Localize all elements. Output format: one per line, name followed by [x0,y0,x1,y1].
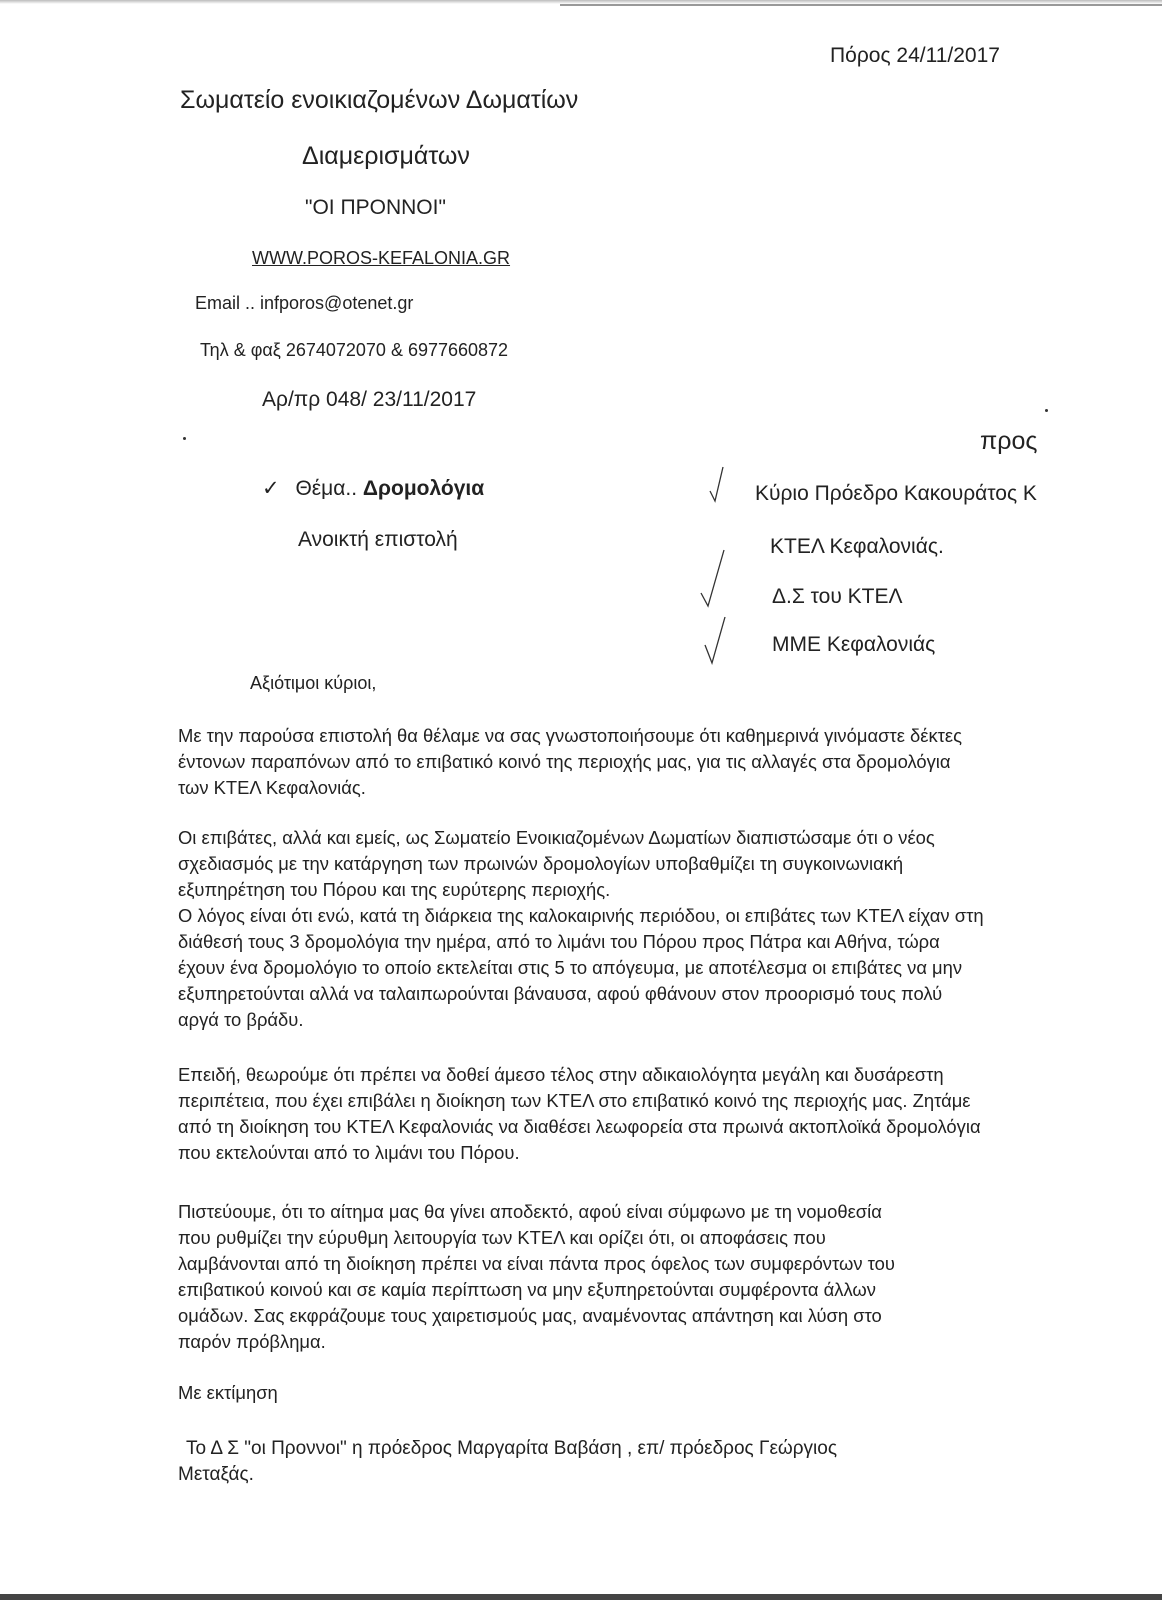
letter-type: Ανοικτή επιστολή [298,528,458,551]
recipients-heading: προς [980,427,1038,455]
paragraph-line: εξυπηρέτηση του Πόρου και της ευρύτερης περιοχής. [178,879,611,900]
paragraph-line: Ο λόγος είναι ότι ενώ, κατά τη διάρκεια της καλοκαιρινής περιόδου, οι επιβάτες των ΚΤΕΛ είχαν στη [178,905,984,926]
scan-edge-bottom [0,1594,1162,1600]
paragraph-line: λαμβάνονται από τη διοίκηση πρέπει να είναι πάντα προς όφελος των συμφερόντων του [178,1253,895,1274]
paragraph-2 [178,825,1078,1033]
paragraph-line: επιβατικού κοινού και σε καμία περίπτωση να μην εξυπηρετούνται συμφέροντα άλλων [178,1279,876,1300]
closing: Με εκτίμηση [178,1382,278,1403]
signature-block [178,1436,1078,1488]
paragraph-line: που εκτελούνται από το λιμάνι του Πόρου. [178,1142,520,1163]
recipient-media: ΜΜΕ Κεφαλονιάς [772,633,936,656]
check-mark-icon [703,615,727,665]
paragraph-line: Επειδή, θεωρούμε ότι πρέπει να δοθεί άμεσο τέλος στην αδικαιολόγητα μεγάλη και δυσάρεστη [178,1064,944,1085]
paragraph-line: εξυπηρετούνται αλλά να ταλαιπωρούνται βάναυσα, αφού φθάνουν στον προορισμό τους πολύ [178,983,943,1004]
paragraph-line: παρόν πρόβλημα. [178,1331,326,1352]
paragraph-line: διάθεσή τους 3 δρομολόγια την ημέρα, από το λιμάνι του Πόρου προς Πάτρα και Αθήνα, τώρα [178,931,940,952]
recipient-ktel: ΚΤΕΛ Κεφαλονιάς. [770,535,944,558]
signature-line: Μεταξάς. [178,1464,254,1485]
check-mark-icon: ✓ [262,477,280,500]
greeting: Αξιότιμοι κύριοι, [250,673,377,693]
org-name-line2: Διαμερισμάτων [302,142,470,170]
org-name-line3: "ΟΙ ΠΡΟΝΝΟΙ" [305,196,446,219]
stray-dot [1045,409,1048,412]
subject-label: Θέμα.. [295,477,363,500]
paragraph-line: ομάδων. Σας εκφράζουμε τους χαιρετισμούς μας, αναμένοντας απάντηση και λύση στο [178,1305,882,1326]
paragraph-4 [178,1199,1078,1355]
paragraph-1 [178,723,1078,801]
recipient-president: Κύριο Πρόεδρο Κακουράτος Κ [755,482,1037,505]
paragraph-line: Οι επιβάτες, αλλά και εμείς, ως Σωματείο Ενοικιαζομένων Δωματίων διαπιστώσαμε ότι ο νέος [178,827,935,848]
check-mark-icon [708,465,726,503]
paragraph-line: αργά το βράδυ. [178,1009,304,1030]
paragraph-line: από τη διοίκηση του ΚΤΕΛ Κεφαλονιάς να διαθέσει λεωφορεία στα πρωινά ακτοπλοϊκά δρομολόγια [178,1116,981,1137]
phone-line: Τηλ & φαξ 2674072070 & 6977660872 [200,340,509,360]
paragraph-line: των ΚΤΕΛ Κεφαλονιάς. [178,777,366,798]
scan-edge-top-line [560,4,1162,6]
subject-value: Δρομολόγια [362,477,485,500]
email-line: Email .. infporos@otenet.gr [195,293,414,313]
stray-dot [183,437,186,440]
check-mark-icon [698,548,728,608]
paragraph-line: Με την παρούσα επιστολή θα θέλαμε να σας γνωστοποιήσουμε ότι καθημερινά γινόμαστε δέκτες [178,725,962,746]
paragraph-line: έντονων παραπόνων από το επιβατικό κοινό της περιοχής μας, για τις αλλαγές στα δρομολόγια [178,751,951,772]
paragraph-line: έχουν ένα δρομολόγιο το οποίο εκτελείται στις 5 το απόγευμα, με αποτέλεσμα οι επιβάτες να μην [178,957,963,978]
paragraph-line: Πιστεύουμε, ότι το αίτημα μας θα γίνει αποδεκτό, αφού είναι σύμφωνο με τη νομοθεσία [178,1201,882,1222]
website-link[interactable]: WWW.POROS-KEFALONIA.GR [252,248,511,268]
paragraph-line: περιπέτεια, που έχει επιβάλει η διοίκηση των ΚΤΕΛ στο επιβατικό κοινό της περιοχής μας. Ζητάμε [178,1090,971,1111]
org-name-line1: Σωματείο ενοικιαζομένων Δωματίων [180,86,579,114]
recipient-board: Δ.Σ του ΚΤΕΛ [772,585,903,608]
signature-line: Το Δ Σ "οι Προννοι" η πρόεδρος Μαργαρίτα Βαβάση , επ/ πρόεδρος Γεώργιος [186,1438,838,1459]
reference-number: Αρ/πρ 048/ 23/11/2017 [262,388,477,411]
place-date: Πόρος 24/11/2017 [830,44,1000,67]
subject-line [262,476,484,501]
paragraph-3 [178,1062,1078,1166]
paragraph-line: που ρυθμίζει την εύρυθμη λειτουργία των ΚΤΕΛ και ορίζει ότι, οι αποφάσεις που [178,1227,826,1248]
paragraph-line: σχεδιασμός με την κατάργηση των πρωινών δρομολογίων υποβαθμίζει τη συγκοινωνιακή [178,853,904,874]
